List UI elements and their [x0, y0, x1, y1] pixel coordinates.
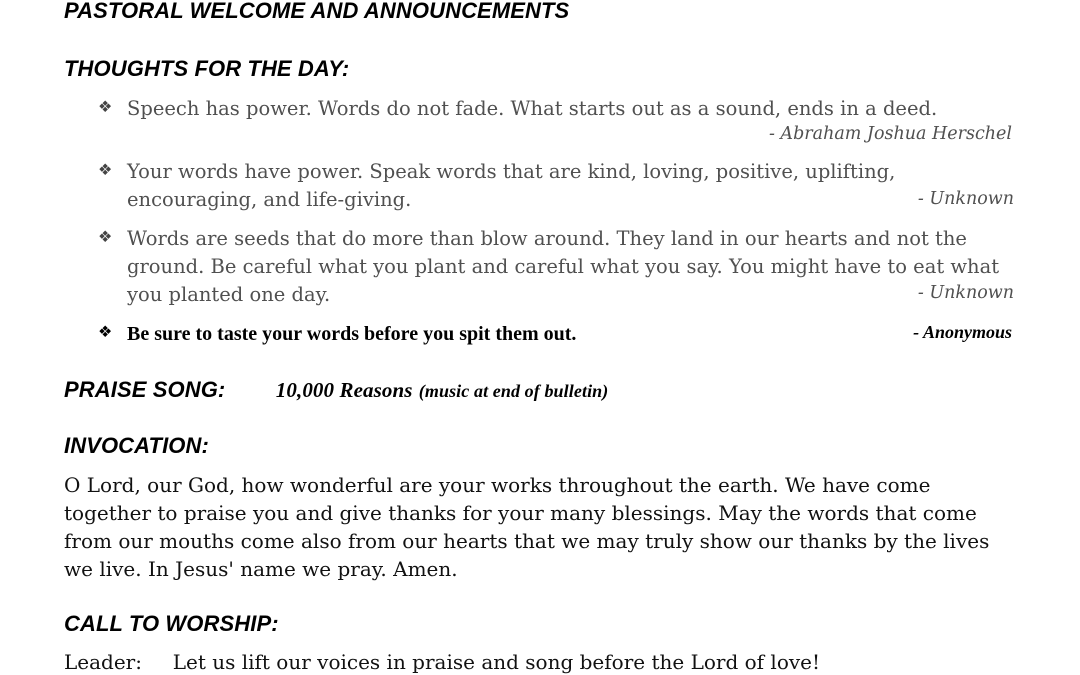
thought-text: Words are seeds that do more than blow around. They land in our hearts and not the ground. Be careful what you plant and careful what you say. You might have to eat what you planted one day. — [127, 227, 1000, 306]
thoughts-heading: THOUGHTS FOR THE DAY: — [64, 56, 350, 81]
thought-item — [98, 158, 1016, 214]
leader-text: Let us lift our voices in praise and song before the Lord of love! — [172, 650, 821, 674]
thought-attribution: - Abraham Joshua Herschel — [768, 124, 1012, 144]
diamond-bullet-icon: ❖ — [98, 322, 113, 341]
diamond-bullet-icon: ❖ — [98, 97, 113, 116]
thought-text: Your words have power. Speak words that are kind, loving, positive, uplifting, encouraging, and life-giving. — [127, 160, 896, 211]
thought-text: Speech has power. Words do not fade. What starts out as a sound, ends in a deed. — [127, 97, 938, 120]
leader-label: Leader: — [64, 650, 142, 674]
thought-item — [98, 225, 1016, 309]
invocation-text: O Lord, our God, how wonderful are your works throughout the earth. We have come together to praise you and give thanks for your many blessings. May the words that come from our mouths come also from our hearts that we may truly show our thanks by the lives we live. In Jesus' name we pray. Amen. — [64, 473, 990, 581]
praise-song-title: 10,000 Reasons — [275, 378, 413, 402]
thought-item — [98, 320, 1016, 348]
thought-attribution: - Unknown — [917, 283, 1014, 303]
praise-song-heading — [64, 377, 608, 403]
thought-text: Be sure to taste your words before you spit them out. — [127, 323, 577, 345]
call-to-worship-heading: CALL TO WORSHIP: — [64, 611, 279, 636]
praise-song-note: (music at end of bulletin) — [418, 381, 609, 401]
thought-attribution: - Unknown — [917, 189, 1014, 209]
call-to-worship-line — [64, 650, 820, 674]
thought-item — [98, 95, 1016, 144]
diamond-bullet-icon: ❖ — [98, 227, 113, 246]
invocation-heading: INVOCATION: — [64, 433, 209, 458]
praise-song-label: PRAISE SONG: — [64, 377, 226, 402]
diamond-bullet-icon: ❖ — [98, 160, 113, 179]
thought-attribution: - Anonymous — [913, 322, 1012, 342]
pastoral-welcome-heading: PASTORAL WELCOME AND ANNOUNCEMENTS — [64, 0, 570, 23]
